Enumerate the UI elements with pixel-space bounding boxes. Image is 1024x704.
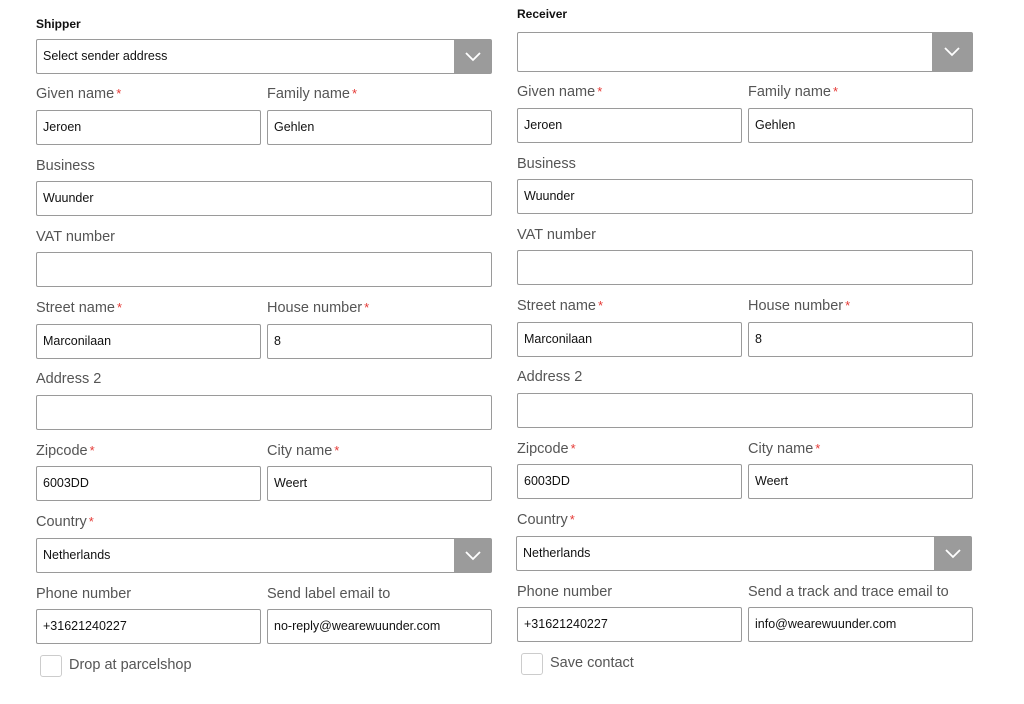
shipper-city-input[interactable]: Weert — [267, 466, 492, 501]
required-marker: * — [88, 514, 94, 529]
required-marker: * — [89, 443, 95, 458]
shipper-given-name-input[interactable]: Jeroen — [36, 110, 261, 145]
required-marker: * — [598, 298, 604, 313]
shipper-street-label: Street name * — [36, 300, 123, 316]
shipper-country-select[interactable] — [36, 538, 492, 573]
chevron-down-icon[interactable] — [454, 40, 491, 73]
required-marker: * — [569, 512, 575, 527]
shipper-email-input[interactable]: no-reply@wearewuunder.com — [267, 609, 492, 644]
shipper-zipcode-input[interactable]: 6003DD — [36, 466, 261, 501]
receiver-family-name-input[interactable]: Gehlen — [748, 108, 973, 143]
chevron-down-icon[interactable] — [932, 33, 972, 71]
receiver-given-name-input[interactable]: Jeroen — [517, 108, 742, 143]
shipper-business-label: Business — [36, 158, 95, 174]
receiver-title: Receiver — [517, 7, 568, 21]
shipper-given-name-label: Given name * — [36, 86, 122, 102]
shipper-family-name-input[interactable]: Gehlen — [267, 110, 492, 145]
receiver-zipcode-label: Zipcode * — [517, 441, 576, 457]
required-marker: * — [116, 86, 122, 101]
receiver-address2-input[interactable] — [517, 393, 973, 428]
receiver-country-label: Country * — [517, 512, 575, 528]
receiver-street-label: Street name * — [517, 298, 604, 314]
save-contact-checkbox[interactable] — [521, 653, 543, 675]
required-marker: * — [364, 300, 370, 315]
receiver-address2-label: Address 2 — [517, 369, 583, 385]
shipper-address-select[interactable] — [36, 39, 492, 74]
receiver-business-label: Business — [517, 156, 576, 172]
shipper-house-number-input[interactable]: 8 — [267, 324, 492, 359]
receiver-house-number-input[interactable]: 8 — [748, 322, 973, 357]
receiver-vat-label: VAT number — [517, 227, 596, 243]
required-marker: * — [815, 441, 821, 456]
shipper-house-number-label: House number * — [267, 300, 370, 316]
shipper-address2-label: Address 2 — [36, 371, 102, 387]
receiver-street-input[interactable]: Marconilaan — [517, 322, 742, 357]
receiver-vat-input[interactable] — [517, 250, 973, 285]
receiver-zipcode-input[interactable]: 6003DD — [517, 464, 742, 499]
shipper-title: Shipper — [36, 17, 81, 31]
shipper-address-select-value: Select sender address — [43, 49, 168, 63]
receiver-city-input[interactable]: Weert — [748, 464, 973, 499]
shipper-phone-label: Phone number — [36, 586, 132, 602]
receiver-email-label: Send a track and trace email to — [748, 584, 949, 600]
receiver-house-number-label: House number * — [748, 298, 851, 314]
chevron-down-icon[interactable] — [454, 539, 491, 572]
receiver-phone-input[interactable]: +31621240227 — [517, 607, 742, 642]
shipper-vat-label: VAT number — [36, 229, 115, 245]
receiver-address-select[interactable] — [517, 32, 973, 72]
receiver-phone-label: Phone number — [517, 584, 613, 600]
required-marker: * — [352, 86, 358, 101]
receiver-email-input[interactable]: info@wearewuunder.com — [748, 607, 973, 642]
shipper-address2-input[interactable] — [36, 395, 492, 430]
shipper-phone-input[interactable]: +31621240227 — [36, 609, 261, 644]
required-marker: * — [833, 84, 839, 99]
receiver-family-name-label: Family name * — [748, 84, 839, 100]
receiver-city-label: City name * — [748, 441, 821, 457]
required-marker: * — [334, 443, 340, 458]
required-marker: * — [117, 300, 123, 315]
shipper-zipcode-label: Zipcode * — [36, 443, 95, 459]
chevron-down-icon[interactable] — [934, 537, 971, 570]
shipper-business-input[interactable]: Wuunder — [36, 181, 492, 216]
receiver-business-input[interactable]: Wuunder — [517, 179, 973, 214]
drop-at-parcelshop-label[interactable]: Drop at parcelshop — [69, 657, 192, 673]
required-marker: * — [597, 84, 603, 99]
shipper-email-label: Send label email to — [267, 586, 391, 602]
required-marker: * — [570, 441, 576, 456]
receiver-given-name-label: Given name * — [517, 84, 603, 100]
required-marker: * — [845, 298, 851, 313]
shipper-country-label: Country * — [36, 514, 94, 530]
shipper-vat-input[interactable] — [36, 252, 492, 287]
shipper-family-name-label: Family name * — [267, 86, 358, 102]
receiver-country-value: Netherlands — [523, 546, 591, 560]
drop-at-parcelshop-checkbox[interactable] — [40, 655, 62, 677]
receiver-country-select[interactable] — [516, 536, 972, 571]
shipper-country-value: Netherlands — [43, 548, 111, 562]
save-contact-label[interactable]: Save contact — [550, 655, 634, 671]
shipper-city-label: City name * — [267, 443, 340, 459]
shipper-street-input[interactable]: Marconilaan — [36, 324, 261, 359]
